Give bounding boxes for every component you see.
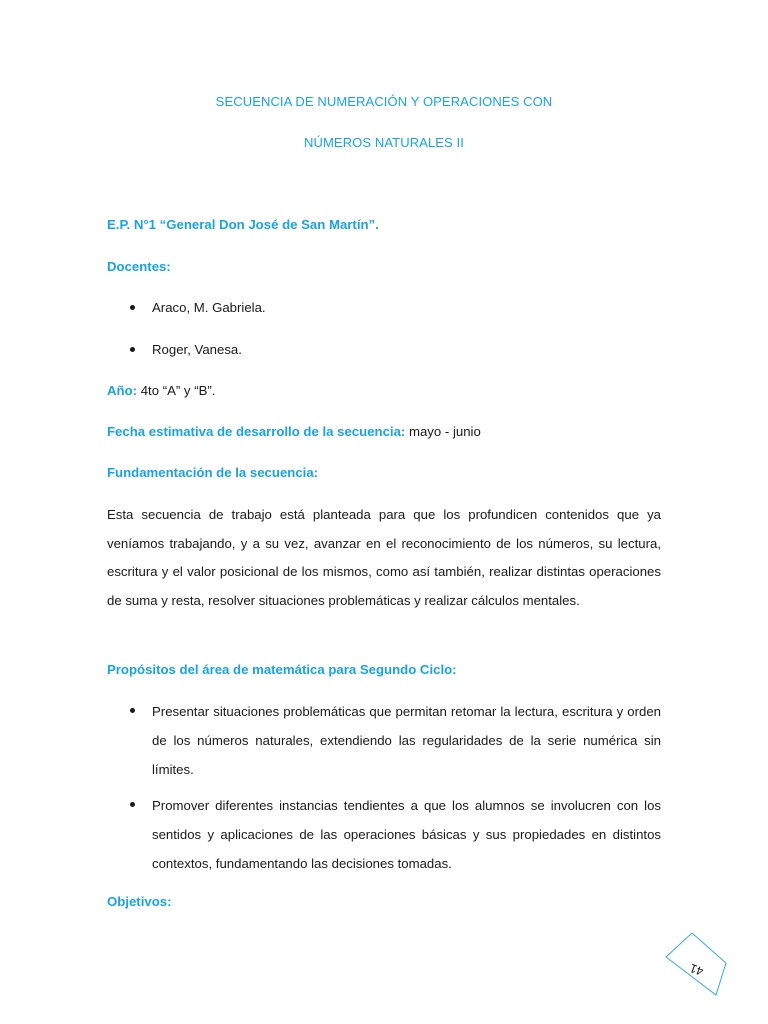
bullet-icon	[130, 802, 135, 807]
fundamentacion-text: Esta secuencia de trabajo está planteada para que los profundicen contenidos que ya veníamos trabajando, y a su vez, avanzar en el reconocimiento de los números, su lectura, escritura y el valor posicional de los mismos, como así también, realizar distintas operaciones de suma y resta, resolver situaciones problemáticas y realizar cálculos mentales.	[107, 507, 661, 608]
docente-name: Araco, M. Gabriela.	[152, 300, 266, 315]
page-number: 41	[687, 960, 706, 979]
fundamentacion-heading: Fundamentación de la secuencia:	[107, 465, 319, 480]
school-name: E.P. N°1 “General Don José de San Martín”.	[107, 217, 379, 232]
anio-line	[107, 381, 661, 401]
docentes-heading: Docentes:	[107, 259, 171, 274]
fecha-value: mayo - junio	[405, 424, 481, 439]
document-title-line-2: NÚMEROS NATURALES II	[304, 135, 464, 150]
anio-value: 4to “A” y “B”.	[137, 383, 216, 398]
fecha-line	[107, 422, 661, 442]
proposito-text: Promover diferentes instancias tendientes a que los alumnos se involucren con los sentidos y aplicaciones de las operaciones básicas y sus propiedades en distintos contextos, fundamentando las decisiones tomadas.	[152, 798, 661, 871]
proposito-text: Presentar situaciones problemáticas que permitan retomar la lectura, escritura y orden de los números naturales, extendiendo las regularidades de la serie numérica sin límites.	[152, 704, 661, 777]
objetivos-heading: Objetivos:	[107, 894, 172, 909]
bullet-icon	[130, 305, 135, 310]
anio-label: Año:	[107, 383, 138, 398]
docente-name: Roger, Vanesa.	[152, 342, 242, 357]
bullet-icon	[130, 347, 135, 352]
fecha-label: Fecha estimativa de desarrollo de la secuencia:	[107, 424, 406, 439]
bullet-icon	[130, 708, 135, 713]
propositos-heading: Propósitos del área de matemática para Segundo Ciclo:	[107, 662, 457, 677]
page-number-badge	[664, 933, 728, 997]
document-title-line-1: SECUENCIA DE NUMERACIÓN Y OPERACIONES CON	[215, 94, 553, 109]
